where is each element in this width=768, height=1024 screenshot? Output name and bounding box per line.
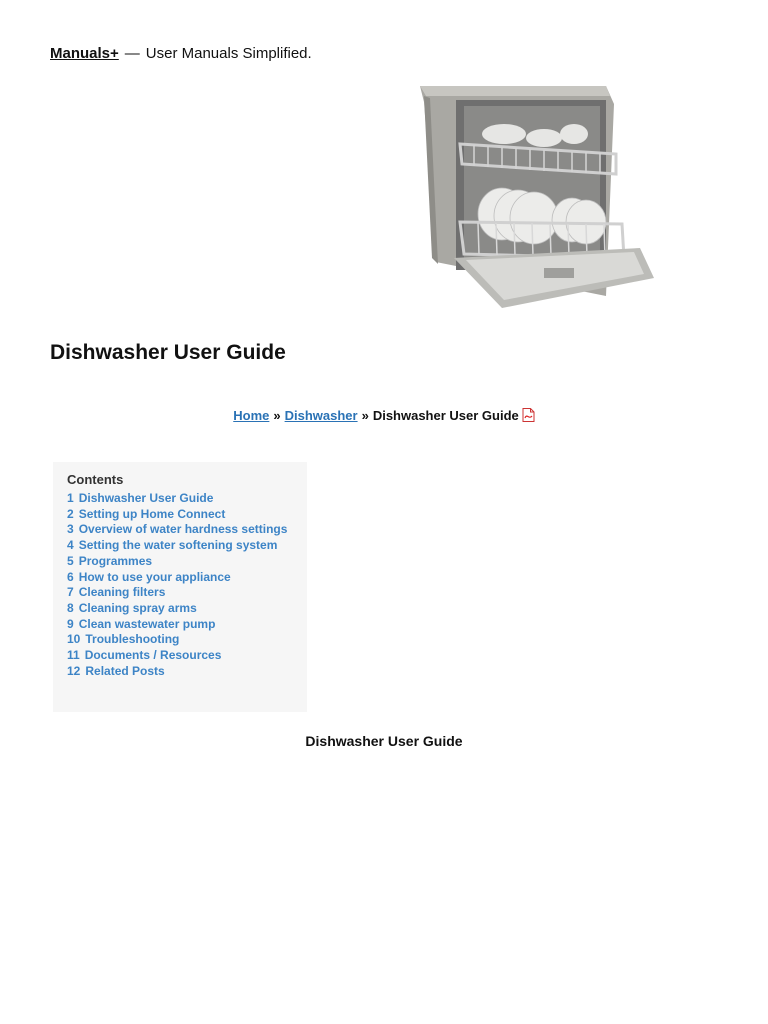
table-of-contents [53, 462, 307, 712]
toc-item-number: 4 [67, 538, 74, 553]
page-title: Dishwasher User Guide [50, 341, 286, 364]
toc-item-number: 8 [67, 600, 74, 615]
toc-item[interactable] [67, 570, 293, 586]
toc-item[interactable] [67, 585, 293, 601]
breadcrumb-current: Dishwasher User Guide [372, 408, 519, 423]
toc-item-label: Clean wastewater pump [78, 616, 216, 631]
toc-item-label: Documents / Resources [84, 648, 222, 663]
toc-item-label: Programmes [78, 553, 153, 568]
toc-item-label: Troubleshooting [85, 632, 180, 647]
toc-item[interactable] [67, 554, 293, 570]
toc-item[interactable] [67, 664, 293, 680]
toc-item-label: Cleaning filters [78, 585, 166, 600]
toc-item-number: 12 [67, 663, 81, 678]
toc-title: Contents [67, 472, 124, 487]
breadcrumb-home-link[interactable]: Home [233, 408, 270, 423]
toc-item-number: 7 [67, 585, 74, 600]
site-tagline: User Manuals Simplified. [145, 45, 312, 62]
toc-item-label: Setting up Home Connect [78, 506, 226, 521]
breadcrumb [0, 408, 768, 426]
toc-item[interactable] [67, 617, 293, 633]
toc-item-number: 5 [67, 553, 74, 568]
section-heading: Dishwasher User Guide [305, 733, 463, 749]
brand-link[interactable]: Manuals+ [50, 45, 119, 62]
header-dash: — [124, 45, 140, 62]
breadcrumb-separator: » [361, 408, 369, 423]
toc-item-label: Overview of water hardness settings [78, 522, 288, 537]
breadcrumb-separator: » [273, 408, 281, 423]
pdf-icon[interactable] [522, 408, 535, 426]
toc-item-number: 2 [67, 506, 74, 521]
toc-item-number: 1 [67, 491, 74, 505]
toc-item[interactable] [67, 538, 293, 554]
site-header [50, 45, 312, 63]
toc-item-label: Related Posts [85, 663, 165, 678]
toc-item[interactable] [67, 648, 293, 664]
toc-item[interactable] [67, 632, 293, 648]
toc-item-label: Setting the water softening system [78, 538, 278, 553]
dishwasher-image [384, 82, 696, 312]
toc-item[interactable] [67, 522, 293, 538]
toc-item-label: How to use your appliance [78, 569, 231, 584]
toc-item-number: 6 [67, 569, 74, 584]
toc-list [67, 491, 293, 679]
toc-item-label: Dishwasher User Guide [78, 491, 214, 505]
toc-item[interactable] [67, 601, 293, 617]
toc-item[interactable] [67, 507, 293, 523]
toc-item-number: 3 [67, 522, 74, 537]
toc-item[interactable] [67, 491, 293, 507]
breadcrumb-category-link[interactable]: Dishwasher [284, 408, 358, 423]
toc-item-number: 11 [67, 648, 80, 663]
toc-item-number: 9 [67, 616, 74, 631]
toc-item-label: Cleaning spray arms [78, 600, 197, 615]
toc-item-number: 10 [67, 632, 81, 647]
